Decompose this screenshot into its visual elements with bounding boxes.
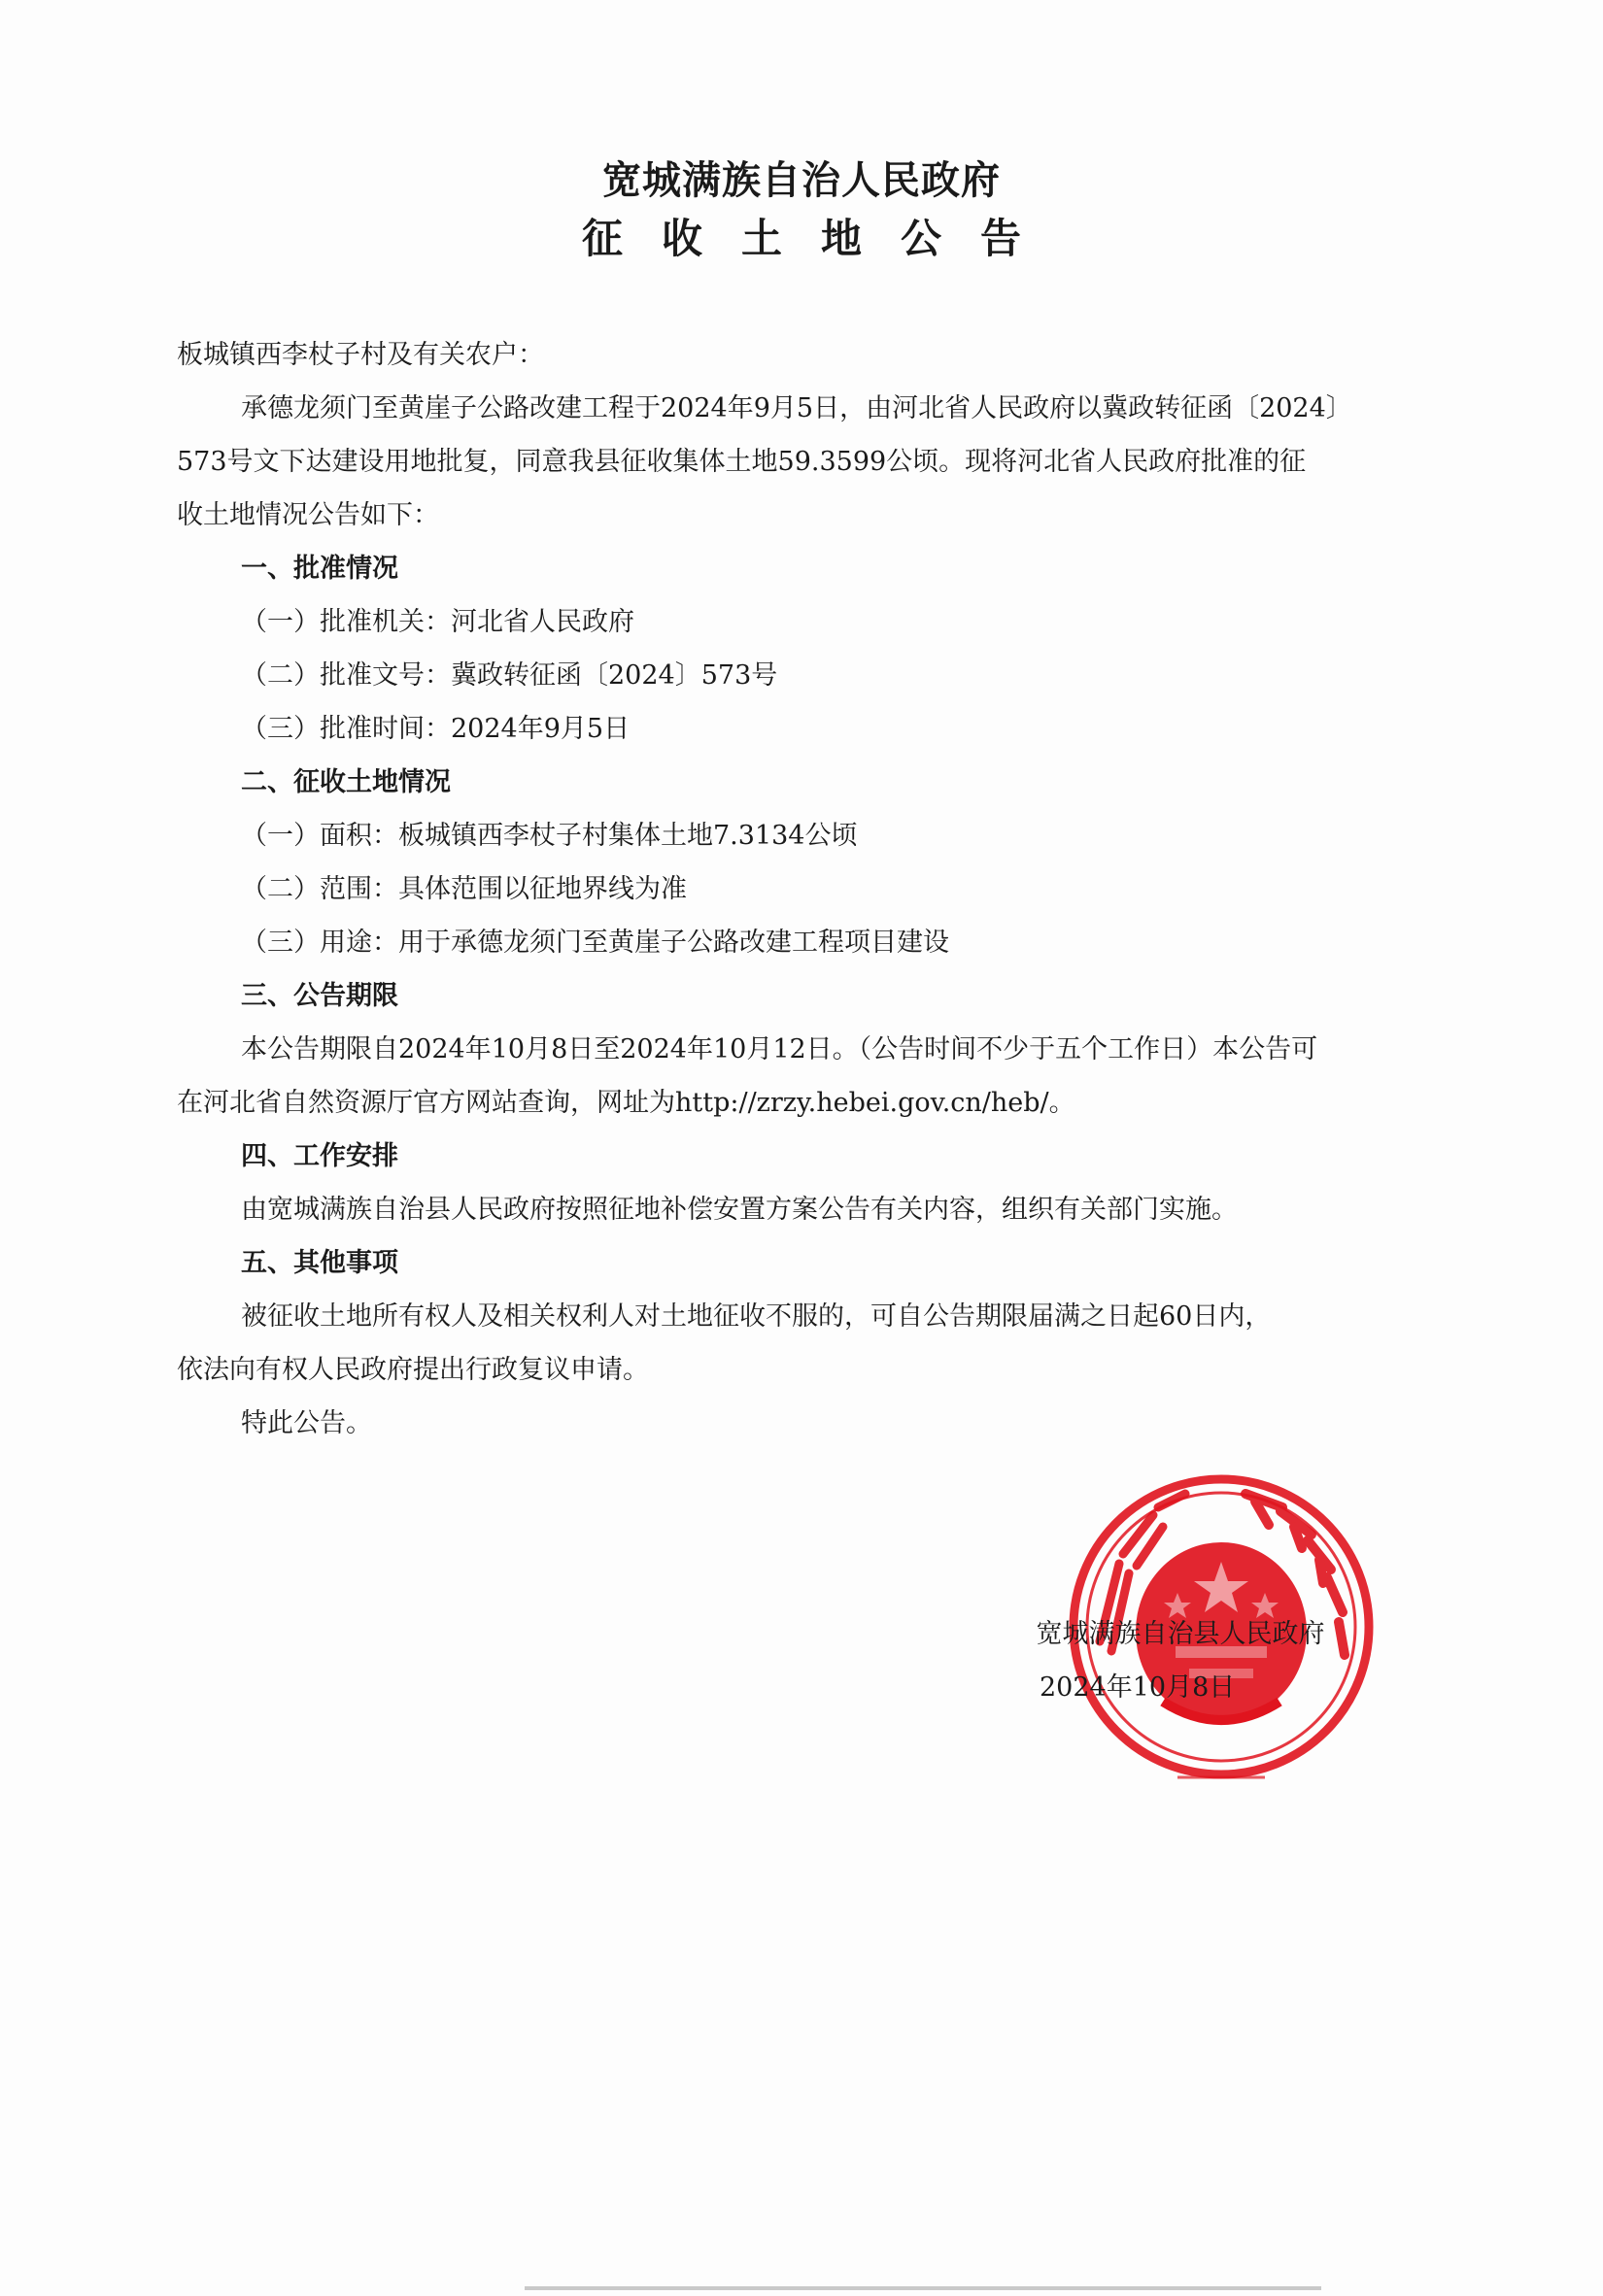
- signature-block: [972, 1607, 1389, 1714]
- document-title: 宽城满族自治人民政府: [602, 157, 1001, 203]
- section-line: 本公告期限自2024年10月8日至2024年10月12日。（公告时间不少于五个工作日）本公告可: [241, 1034, 1318, 1064]
- section-heading: 二、征收土地情况: [241, 767, 451, 797]
- section-heading: 三、公告期限: [241, 981, 398, 1011]
- intro-line: 573号文下达建设用地批复，同意我县征收集体土地59.3599公顷。现将河北省人民政府批准的征: [177, 447, 1307, 477]
- intro-line: 承德龙须门至黄崖子公路改建工程于2024年9月5日，由河北省人民政府以冀政转征函〔2024〕: [241, 393, 1352, 423]
- section-line: （一）批准机关：河北省人民政府: [241, 607, 634, 637]
- section-line: 被征收土地所有权人及相关权利人对土地征收不服的，可自公告期限届满之日起60日内，: [241, 1301, 1272, 1332]
- section-line: 在河北省自然资源厅官方网站查询，网址为http://zrzy.hebei.gov.cn/heb/。: [177, 1088, 1075, 1118]
- section-line: （三）用途：用于承德龙须门至黄崖子公路改建工程项目建设: [241, 928, 949, 958]
- section-heading: 五、其他事项: [241, 1248, 398, 1278]
- section-line: 依法向有权人民政府提出行政复议申请。: [177, 1355, 649, 1385]
- section-line: 由宽城满族自治县人民政府按照征地补偿安置方案公告有关内容，组织有关部门实施。: [241, 1195, 1238, 1225]
- document-body: [177, 328, 1430, 1450]
- scan-edge-line: [525, 2286, 1321, 2290]
- section-heading: 一、批准情况: [241, 554, 398, 584]
- closing: 特此公告。: [241, 1408, 372, 1438]
- section-line: （二）范围：具体范围以征地界线为准: [241, 874, 687, 904]
- signature-org: 宽城满族自治县人民政府: [1036, 1619, 1325, 1649]
- document-subtitle: 征收土地公告: [581, 215, 1060, 262]
- addressee: 板城镇西李杖子村及有关农户：: [177, 340, 544, 370]
- section-line: （二）批准文号：冀政转征函〔2024〕573号: [241, 660, 778, 691]
- signature-date: 2024年10月8日: [1040, 1672, 1236, 1703]
- section-line: （一）面积：板城镇西李杖子村集体土地7.3134公顷: [241, 821, 858, 851]
- section-heading: 四、工作安排: [241, 1141, 398, 1171]
- intro-line: 收土地情况公告如下：: [177, 500, 439, 530]
- section-line: （三）批准时间：2024年9月5日: [241, 714, 631, 744]
